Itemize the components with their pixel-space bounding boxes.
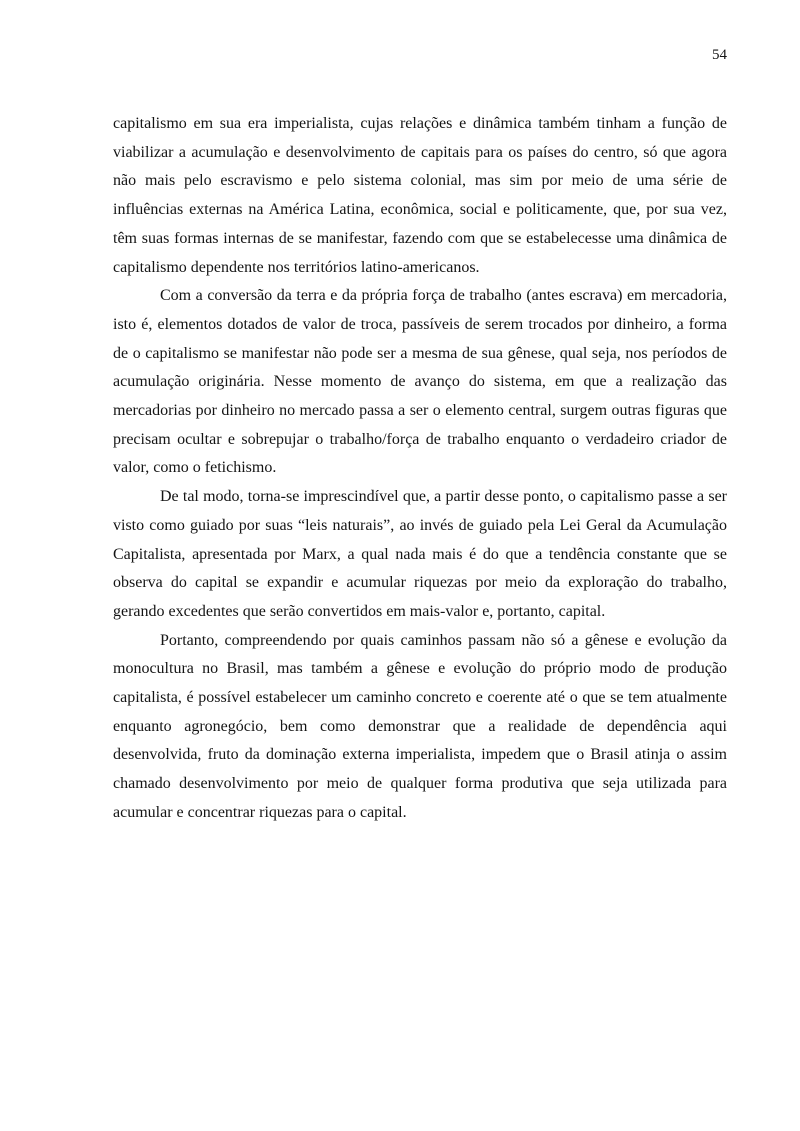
page-number: 54 [712, 47, 727, 63]
paragraph-4: Portanto, compreendendo por quais caminhos passam não só a gênese e evolução da monocultura no Brasil, mas também a gênese e evolução do próprio modo de produção capitalista, é possível estabelecer um caminho concreto e coerente até o que se tem atualmente enquanto agronegócio, bem como demonstrar que a realidade de dependência aqui desenvolvida, fruto da dominação externa imperialista, impedem que o Brasil atinja o assim chamado desenvolvimento por meio de qualquer forma produtiva que seja utilizada para acumular e concentrar riquezas para o capital. [113, 631, 727, 821]
page-body [113, 110, 727, 828]
paragraph-1: capitalismo em sua era imperialista, cujas relações e dinâmica também tinham a função de viabilizar a acumulação e desenvolvimento de capitais para os países do centro, só que agora não mais pelo escravismo e pelo sistema colonial, mas sim por meio de uma série de influências externas na América Latina, econômica, social e politicamente, que, por sua vez, têm suas formas internas de se manifestar, fazendo com que se estabelecesse uma dinâmica de capitalismo dependente nos territórios latino-americanos. [113, 115, 727, 276]
paragraph-3: De tal modo, torna-se imprescindível que, a partir desse ponto, o capitalismo passe a ser visto como guiado por suas “leis naturais”, ao invés de guiado pela Lei Geral da Acumulação Capitalista, apresentada por Marx, a qual nada mais é do que a tendência constante que se observa do capital se expandir e acumular riquezas por meio da exploração do trabalho, gerando excedentes que serão convertidos em mais-valor e, portanto, capital. [113, 488, 727, 620]
paragraph-2: Com a conversão da terra e da própria força de trabalho (antes escrava) em mercadoria, isto é, elementos dotados de valor de troca, passíveis de serem trocados por dinheiro, a forma de o capitalismo se manifestar não pode ser a mesma de sua gênese, qual seja, nos períodos de acumulação originária. Nesse momento de avanço do sistema, em que a realização das mercadorias por dinheiro no mercado passa a ser o elemento central, surgem outras figuras que precisam ocultar e sobrepujar o trabalho/força de trabalho enquanto o verdadeiro criador de valor, como o fetichismo. [113, 287, 727, 477]
